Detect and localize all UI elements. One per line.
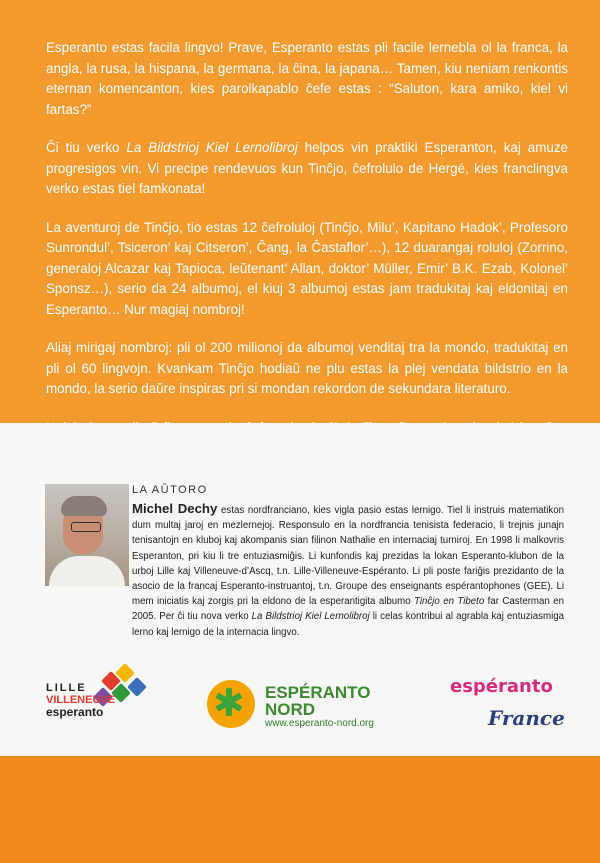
intro-text xyxy=(46,38,568,477)
intro-paragraph-3: La aventuroj de Tinĉjo, tio estas 12 ĉefroluloj (Tinĉjo, Milu’, Kapitano Hadok’, Profesoro Sunrondul’, Tsiceron’ kaj Citseron’, Ĉang, la Ĉastaflor’…), 12 duarangaj roluloj (Zorrino, generaloj Alcazar kaj Tapioca, leŭtenant’ Allan, doktor’ Müller, Emir’ B.K. Ezab, Kolonel’ Sponsz…), serio da 24 albumoj, el kiuj 3 albumoj estas jam tradukitaj kaj eldonitaj en Esperanto… Nur magiaj nombroj! xyxy=(46,219,568,317)
author-photo xyxy=(45,484,129,586)
intro-panel xyxy=(0,0,600,423)
lille-line-3: esperanto xyxy=(46,705,104,719)
lille-line-2: VILLENEUVE xyxy=(46,694,116,706)
intro-paragraph-1: Esperanto estas facila lingvo! Prave, Esperanto estas pli facile lernebla ol la franca, la angla, la rusa, la hispana, la germana, la ĉina, la japana… Tamen, kiu neniam renkontis eternan komencanton, kies parolkapablo ĉefe estas : “Saluton, kara amiko, kiel vi fartas?” xyxy=(46,40,568,117)
intro-paragraph-2: Ĉi tiu verko La Bildstrioj Kiel Lernolibroj helpos vin praktiki Esperanton, kaj amuze progresigos vin. Vi precipe rendevuos kun Tinĉjo, ĉefrolulo de Hergé, kies franclingva verko estas tiel famkonata! xyxy=(46,140,568,196)
book-title: La Bildstrioj Kiel Lernolibroj xyxy=(126,140,298,155)
bottom-band xyxy=(0,756,600,863)
lille-villeneuve-logo xyxy=(46,666,146,736)
star-figure-icon: ✱ xyxy=(213,683,245,725)
author-bio: Michel Dechy estas nordfranciano, kies vigla pasio estas lernigo. Tiel li instruis matematikon dum multaj jaroj en mezlernejoj. Responsulo en la nordfrancia tenisista federacio, li trejnis junajn tenisantojn en kluboj kaj akompanis sian filinon Nathalie en internaciaj turniroj. En 1998 li malkovris Esperanton, pri kiu li tre entuziasmiĝis. Li kunfondis kaj prezidas la lokan Esperanto-klubon de la urboj Lille kaj Villeneuve-d’Ascq, t.n. Lille-Villeneuve-Espéranto. Li pli poste fariĝis prezidanto de la asocio de la francaj Esperanto-instruantoj, t.n. Groupe des enseignants espérantophones (GEE). Li mem iniciatis kaj zorgis pri la eldono de la esperantigita albumo Tinĉjo en Tibeto far Casterman en 2005. Per ĉi tiu nova verko La Bildstrioj Kiel Lernolibroj li celas kontribui al agrabla kaj entuziasmiga lerno kaj lernigo de la internacia lingvo. xyxy=(132,501,564,638)
author-name: Michel Dechy xyxy=(132,501,218,516)
esperanto-france-logo: espéranto France xyxy=(450,676,565,730)
nord-url: www.esperanto-nord.org xyxy=(265,718,374,729)
lille-line-1: LILLE xyxy=(46,682,87,694)
author-heading: LA AŬTORO xyxy=(132,484,208,496)
esperanto-nord-logo: ✱ ESPÉRANTO NORD www.esperanto-nord.org xyxy=(207,676,392,736)
intro-paragraph-4: Aliaj mirigaj nombroj: pli ol 200 milionoj da albumoj venditaj tra la mondo, tradukitaj en pli ol 60 lingvojn. Kvankam Tinĉjo hodiaŭ ne plu estas la plej vendata bildstrio en la mondo, la serio daŭre inspiras pri si mondan rekordon de sekundara literaturo. xyxy=(46,340,568,396)
